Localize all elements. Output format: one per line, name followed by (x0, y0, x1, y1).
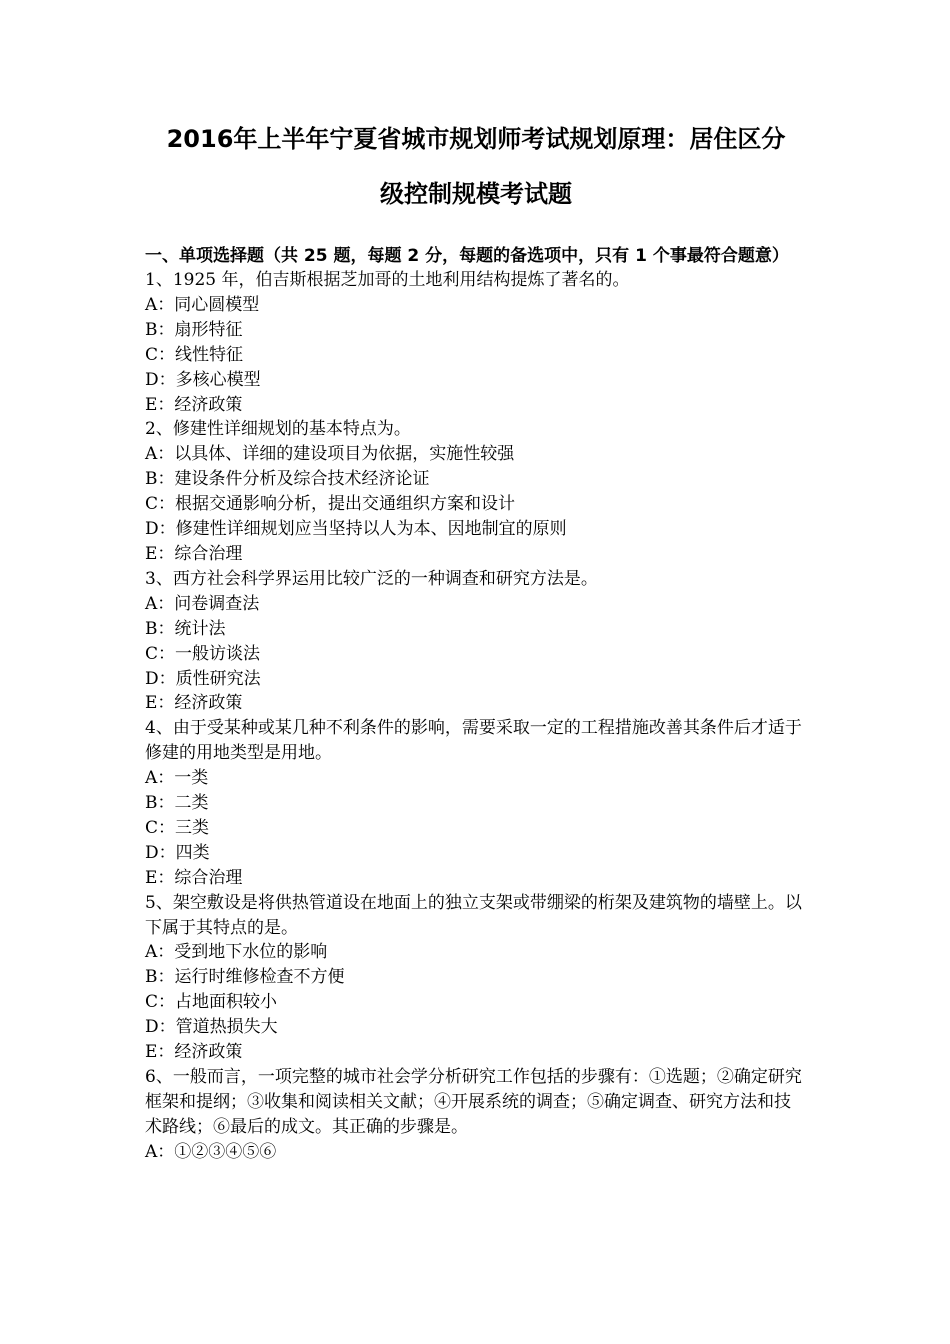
question-list (145, 268, 807, 1165)
question-2 (145, 417, 807, 566)
question-4 (145, 716, 807, 890)
option-c: C：线性特征 (145, 344, 244, 365)
option-c: C：根据交通影响分析，提出交通组织方案和设计 (145, 494, 516, 515)
option-c: C：一般访谈法 (145, 643, 261, 664)
title-line-1: 2016年上半年宁夏省城市规划师考试规划原理：居住区分 (166, 125, 786, 153)
option-d: D：四类 (145, 842, 210, 863)
option-c: C：三类 (145, 817, 210, 838)
question-6 (145, 1065, 807, 1165)
document-page (145, 112, 807, 1165)
option-e: E：经济政策 (145, 1042, 243, 1063)
option-b: B：统计法 (145, 618, 226, 639)
question-stem: 5、架空敷设是将供热管道设在地面上的独立支架或带绷梁的桁架及建筑物的墙壁上。以下属于其特点的是。 (145, 892, 802, 938)
question-1 (145, 268, 807, 417)
option-a: A：①②③④⑤⑥ (145, 1141, 277, 1162)
question-stem: 1、1925 年，伯吉斯根据芝加哥的土地利用结构提炼了著名的。 (145, 270, 630, 290)
option-c: C：占地面积较小 (145, 992, 278, 1013)
option-d: D：管道热损失大 (145, 1017, 278, 1038)
option-e: E：经济政策 (145, 394, 243, 415)
option-a: A：受到地下水位的影响 (145, 942, 328, 963)
question-stem: 3、西方社会科学界运用比较广泛的一种调查和研究方法是。 (145, 568, 598, 589)
option-b: B：运行时维修检查不方便 (145, 967, 345, 988)
question-5 (145, 891, 807, 1065)
option-d: D：修建性详细规划应当坚持以人为本、因地制宜的原则 (145, 519, 567, 540)
option-e: E：综合治理 (145, 867, 243, 888)
question-stem: 6、一般而言，一项完整的城市社会学分析研究工作包括的步骤有：①选题；②确定研究框架和提纲；③收集和阅读相关文献；④开展系统的调查；⑤确定调查、研究方法和技术路线；⑥最后的成文。其正确的步骤是。 (145, 1067, 802, 1137)
title-line-2: 级控制规模考试题 (380, 180, 572, 208)
option-d: D：质性研究法 (145, 668, 261, 689)
option-b: B：建设条件分析及综合技术经济论证 (145, 469, 430, 490)
option-a: A：问卷调查法 (145, 593, 260, 614)
option-a: A：以具体、详细的建设项目为依据，实施性较强 (145, 444, 515, 465)
option-b: B：扇形特征 (145, 319, 243, 340)
document-title (145, 112, 807, 222)
question-3 (145, 567, 807, 716)
option-b: B：二类 (145, 793, 209, 814)
option-e: E：经济政策 (145, 693, 243, 714)
question-stem: 4、由于受某种或某几种不利条件的影响，需要采取一定的工程措施改善其条件后才适于修建的用地类型是用地。 (145, 718, 802, 764)
question-stem: 2、修建性详细规划的基本特点为。 (145, 419, 411, 440)
option-e: E：综合治理 (145, 543, 243, 564)
option-a: A：一类 (145, 768, 209, 789)
option-a: A：同心圆模型 (145, 294, 260, 315)
option-d: D：多核心模型 (145, 369, 261, 390)
section-heading: 一、单项选择题（共 25 题，每题 2 分，每题的备选项中，只有 1 个事最符合题意） (145, 246, 789, 266)
